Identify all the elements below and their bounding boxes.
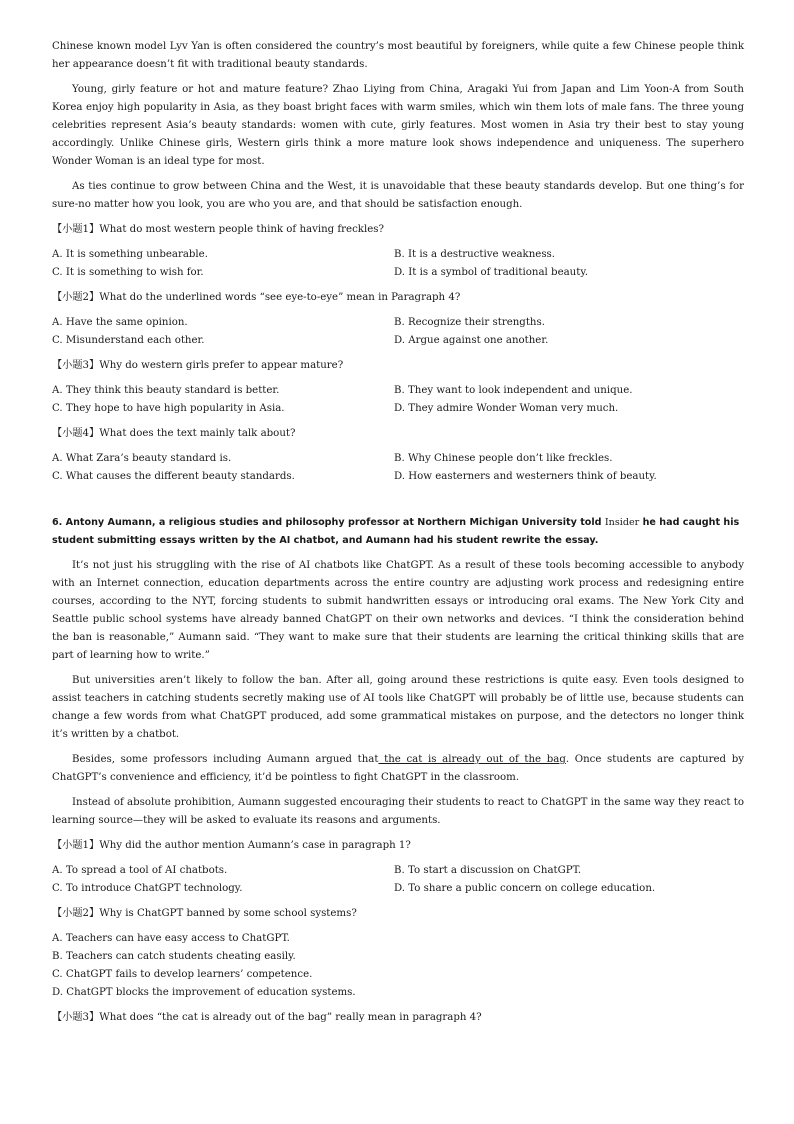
option-d: D. It is a symbol of traditional beauty. [394, 267, 588, 278]
option-d: D. ChatGPT blocks the improvement of education systems. [52, 987, 356, 998]
question-stem: 【小题2】What do the underlined words “see eye-to-eye” mean in Paragraph 4? [52, 292, 461, 303]
options-grid [52, 450, 744, 486]
option-c: C. ChatGPT fails to develop learners’ competence. [52, 969, 313, 980]
option-b: B. Teachers can catch students cheating easily. [52, 951, 296, 962]
paragraph-instead: Instead of absolute prohibition, Aumann suggested encouraging their students to react to ChatGPT in the same way they react to learning source—they will be asked to evaluate its reasons and arguments. [52, 797, 744, 826]
option-b: B. To start a discussion on ChatGPT. [394, 865, 582, 876]
option-c: C. They hope to have high popularity in Asia. [52, 403, 285, 414]
option-d: D. How easterners and westerners think of beauty. [394, 471, 657, 482]
paragraph-universities: But universities aren’t likely to follow the ban. After all, going around these restrictions is quite easy. Even tools designed to assist teachers in catching students secretly making use of AI tools like ChatGPT will probably be of little use, because students can change a few words from what ChatGPT produced, add some grammatical mistakes on purpose, and the detectors no longer think it’s written by a chatbot. [52, 675, 744, 740]
options-grid [52, 246, 744, 282]
option-a: A. It is something unbearable. [52, 249, 208, 260]
question-stem: 【小题1】Why did the author mention Aumann’s case in paragraph 1? [52, 840, 411, 851]
option-d: D. Argue against one another. [394, 335, 549, 346]
option-c: C. To introduce ChatGPT technology. [52, 883, 243, 894]
option-a: A. They think this beauty standard is better. [52, 385, 280, 396]
heading-part-b: he had caught his student submitting essays written by the AI chatbot, and Aumann had his student rewrite the essay. [52, 517, 740, 546]
question-stem: 【小题3】What does “the cat is already out of the bag” really mean in paragraph 4? [52, 1012, 482, 1023]
option-b: B. Recognize their strengths. [394, 317, 545, 328]
heading-part-a: 6. Antony Aumann, a religious studies and philosophy professor at Northern Michigan University told [52, 517, 605, 528]
option-a: A. What Zara’s beauty standard is. [52, 453, 232, 464]
question-stem: 【小题4】What does the text mainly talk about? [52, 428, 296, 439]
option-b: B. It is a destructive weakness. [394, 249, 556, 260]
option-c: C. It is something to wish for. [52, 267, 204, 278]
passage-6-heading [52, 514, 744, 550]
paragraph-besides [52, 751, 744, 787]
document-page [52, 38, 744, 1034]
option-d: D. They admire Wonder Woman very much. [394, 403, 619, 414]
options-grid [52, 314, 744, 350]
options-grid [52, 382, 744, 418]
option-d: D. To share a public concern on college education. [394, 883, 656, 894]
paragraph-ai-chatbots: It’s not just his struggling with the rise of AI chatbots like ChatGPT. As a result of these tools becoming accessible to anybody with an Internet connection, education departments across the entire country are adjusting work process and redesigning entire courses, according to the NYT, forcing students to submit handwritten essays or introducing oral exams. The New York City and Seattle public school systems have already banned ChatGPT on their own networks and devices. “I think the consideration behind the ban is reasonable,” Aumann said. “They want to make sure that their students are learning the critical thinking skills that are part of learning how to write.” [52, 560, 744, 661]
options-grid [52, 862, 744, 898]
options-list [52, 930, 744, 1002]
paragraph-ties: As ties continue to grow between China and the West, it is unavoidable that these beauty standards develop. But one thing’s for sure-no matter how you look, you are who you are, and that should be satisfaction enough. [52, 181, 744, 210]
paragraph-besides-part-b: . Once students are captured by ChatGPT’s convenience and efficiency, it’d be pointless to fight ChatGPT in the classroom. [52, 754, 744, 783]
option-c: C. What causes the different beauty standards. [52, 471, 295, 482]
option-a: A. Teachers can have easy access to ChatGPT. [52, 933, 290, 944]
paragraph-besides-part-a: Besides, some professors including Aumann argued that [72, 754, 379, 765]
paragraph-young-girly: Young, girly feature or hot and mature feature? Zhao Liying from China, Aragaki Yui from Japan and Lim Yoon-A from South Korea enjoy high popularity in Asia, as they boast bright faces with warm smiles, which win them lots of male fans. The three young celebrities represent Asia’s beauty standards: women with cute, girly features. Most women in Asia try their best to stay young accordingly. Unlike Chinese girls, Western girls think a more mature look shows independence and uniqueness. The superhero Wonder Woman is an ideal type for most. [52, 84, 744, 167]
heading-insider: Insider [604, 517, 640, 528]
option-c: C. Misunderstand each other. [52, 335, 205, 346]
option-b: B. Why Chinese people don’t like freckles. [394, 453, 613, 464]
question-stem: 【小题1】What do most western people think of having freckles? [52, 224, 384, 235]
option-a: A. To spread a tool of AI chatbots. [52, 865, 228, 876]
underlined-phrase: the cat is already out of the bag [378, 754, 566, 765]
paragraph-lyv-yan: Chinese known model Lyv Yan is often considered the country’s most beautiful by foreigners, while quite a few Chinese people think her appearance doesn’t fit with traditional beauty standards. [52, 41, 744, 70]
question-stem: 【小题2】Why is ChatGPT banned by some school systems? [52, 908, 357, 919]
option-b: B. They want to look independent and unique. [394, 385, 633, 396]
option-a: A. Have the same opinion. [52, 317, 188, 328]
question-stem: 【小题3】Why do western girls prefer to appear mature? [52, 360, 344, 371]
